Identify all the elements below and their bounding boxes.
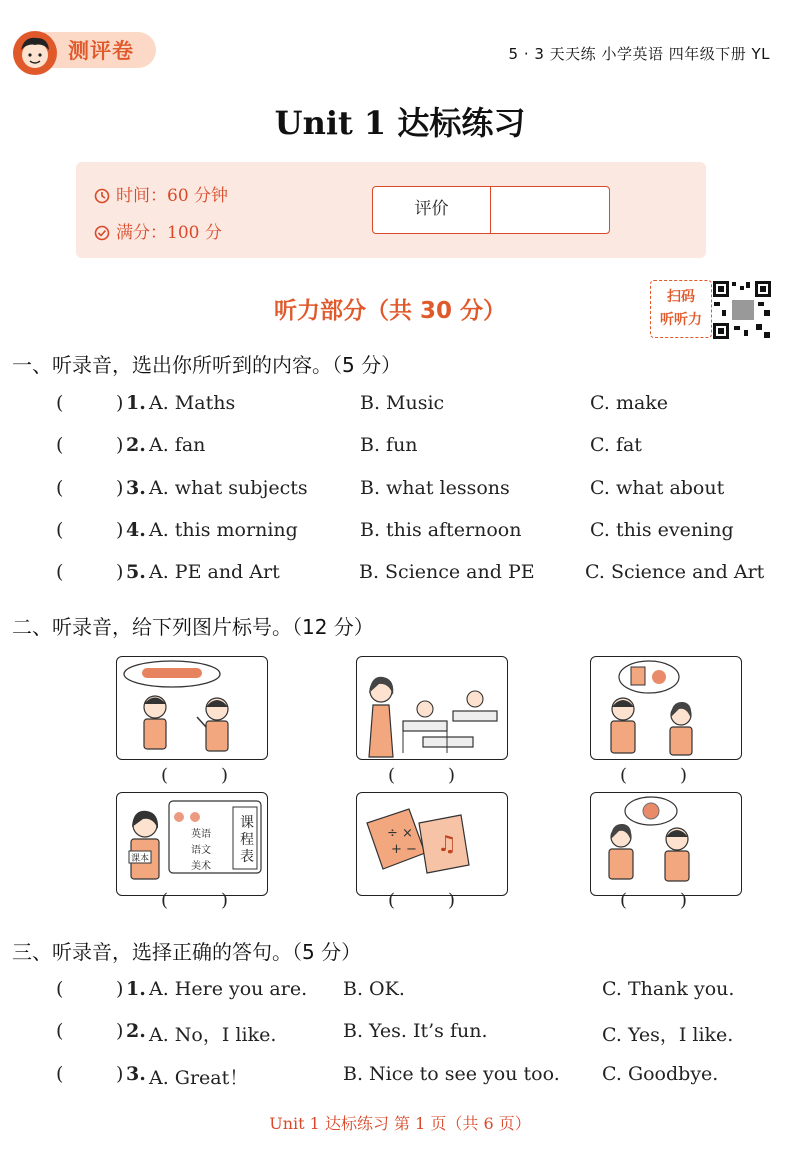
answer-paren-close: ) (116, 978, 124, 1000)
answer-paren-close: ) (116, 1020, 124, 1042)
timetable-label: 课程表 (240, 815, 254, 865)
classroom-illustration (357, 657, 508, 760)
answer-paren-close: ) (116, 392, 124, 414)
timetable-chinese: 语文 (191, 845, 211, 856)
timetable-english: 英语 (191, 829, 211, 840)
clock-icon (94, 188, 110, 204)
part1-question-2 (0, 434, 800, 464)
part3-title: 三、听录音，选择正确的答句。（5 分） (12, 940, 362, 964)
badge-label: 测评卷 (68, 39, 134, 63)
option-b: B. what lessons (360, 477, 510, 499)
part1-title: 一、听录音，选出你所听到的内容。（5 分） (12, 353, 402, 377)
qr-note-line2: 听听力 (660, 312, 702, 328)
option-c: C. what about (590, 477, 725, 499)
part1-question-3 (0, 477, 800, 507)
answer-paren-open[interactable]: ( (56, 1063, 64, 1085)
question-number: 3. (126, 477, 146, 499)
header-badge (10, 26, 156, 74)
part1-question-5 (0, 561, 800, 591)
option-a: A. this morning (149, 519, 298, 541)
answer-paren-open[interactable]: ( (56, 519, 64, 541)
time-info (94, 181, 228, 206)
answer-paren-open[interactable]: ( (56, 978, 64, 1000)
option-c: C. Thank you. (602, 978, 735, 1000)
score-info (94, 218, 222, 243)
qr-note-line1: 扫码 (667, 289, 695, 305)
option-c: C. Science and Art (585, 561, 765, 583)
check-icon (94, 225, 110, 241)
option-a: A. fan (149, 434, 206, 456)
part3-question-3 (0, 1063, 800, 1093)
score-text: 满分：100 分 (116, 223, 222, 243)
option-c: C. this evening (590, 519, 734, 541)
option-c: C. make (590, 392, 669, 414)
music-thought-illustration (591, 657, 709, 760)
books-illustration (357, 793, 479, 885)
svg-text:+ −: + − (391, 842, 417, 857)
picture-5 (356, 792, 508, 896)
student-face-icon (10, 26, 62, 78)
part1-question-1 (0, 392, 800, 422)
option-c: C. Goodbye. (602, 1063, 719, 1085)
option-b: B. fun (360, 434, 418, 456)
picture-6 (590, 792, 742, 896)
svg-text:♫: ♫ (437, 832, 457, 857)
answer-paren-close: ) (116, 434, 124, 456)
question-number: 4. (126, 519, 146, 541)
answer-paren-close: ) (116, 519, 124, 541)
page-title: Unit 1 达标练习 (274, 104, 526, 142)
option-b: B. Science and PE (359, 561, 535, 583)
answer-paren-close: ) (116, 477, 124, 499)
page-footer: Unit 1 达标练习 第 1 页（共 6 页） (269, 1114, 531, 1133)
option-b: B. Yes. It’s fun. (343, 1020, 488, 1042)
part1-question-4 (0, 519, 800, 549)
question-number: 2. (126, 1020, 146, 1042)
question-number: 3. (126, 1063, 146, 1085)
evaluation-label: 评价 (373, 187, 491, 233)
question-number: 5. (126, 561, 146, 583)
timetable-art: 美术 (191, 861, 211, 872)
series-info: 5 · 3 天天练 小学英语 四年级下册 YL (508, 45, 770, 63)
option-b: B. OK. (343, 978, 405, 1000)
option-c: C. fat (590, 434, 642, 456)
answer-paren-open[interactable]: ( (56, 434, 64, 456)
option-b: B. this afternoon (360, 519, 522, 541)
part2-title: 二、听录音，给下列图片标号。（12 分） (12, 615, 374, 639)
picture-1 (116, 656, 268, 760)
answer-paren-open[interactable]: ( (56, 477, 64, 499)
option-c: C. Yes，I like. (602, 1024, 734, 1046)
evaluation-box (372, 186, 610, 234)
option-a: A. what subjects (149, 477, 308, 499)
picture-3 (590, 656, 742, 760)
option-a: A. Here you are. (149, 978, 308, 1000)
listening-heading: 听力部分（共 30 分） (273, 298, 507, 324)
question-number: 2. (126, 434, 146, 456)
pe-thought-illustration (591, 793, 709, 885)
answer-paren-open[interactable]: ( (56, 561, 64, 583)
answer-paren-open[interactable]: ( (56, 392, 64, 414)
time-text: 时间：60 分钟 (116, 186, 229, 206)
answer-paren-close: ) (116, 1063, 124, 1085)
option-b: B. Nice to see you too. (343, 1063, 560, 1085)
question-number: 1. (126, 978, 146, 1000)
students-talking-illustration (117, 657, 268, 760)
picture-2 (356, 656, 508, 760)
svg-text:÷ ×: ÷ × (387, 826, 413, 841)
part3-question-2 (0, 1020, 800, 1050)
picture-4 (116, 792, 268, 896)
option-a: A. Great！ (149, 1067, 249, 1089)
option-b: B. Music (360, 392, 445, 414)
textbook-label: 课本 (131, 854, 150, 864)
option-a: A. Maths (149, 392, 236, 414)
answer-paren-close: ) (116, 561, 124, 583)
qr-note (650, 280, 712, 338)
option-a: A. No，I like. (149, 1024, 277, 1046)
question-number: 1. (126, 392, 146, 414)
answer-paren-open[interactable]: ( (56, 1020, 64, 1042)
qr-code-icon[interactable] (712, 280, 772, 340)
part3-question-1 (0, 978, 800, 1008)
option-a: A. PE and Art (149, 561, 280, 583)
